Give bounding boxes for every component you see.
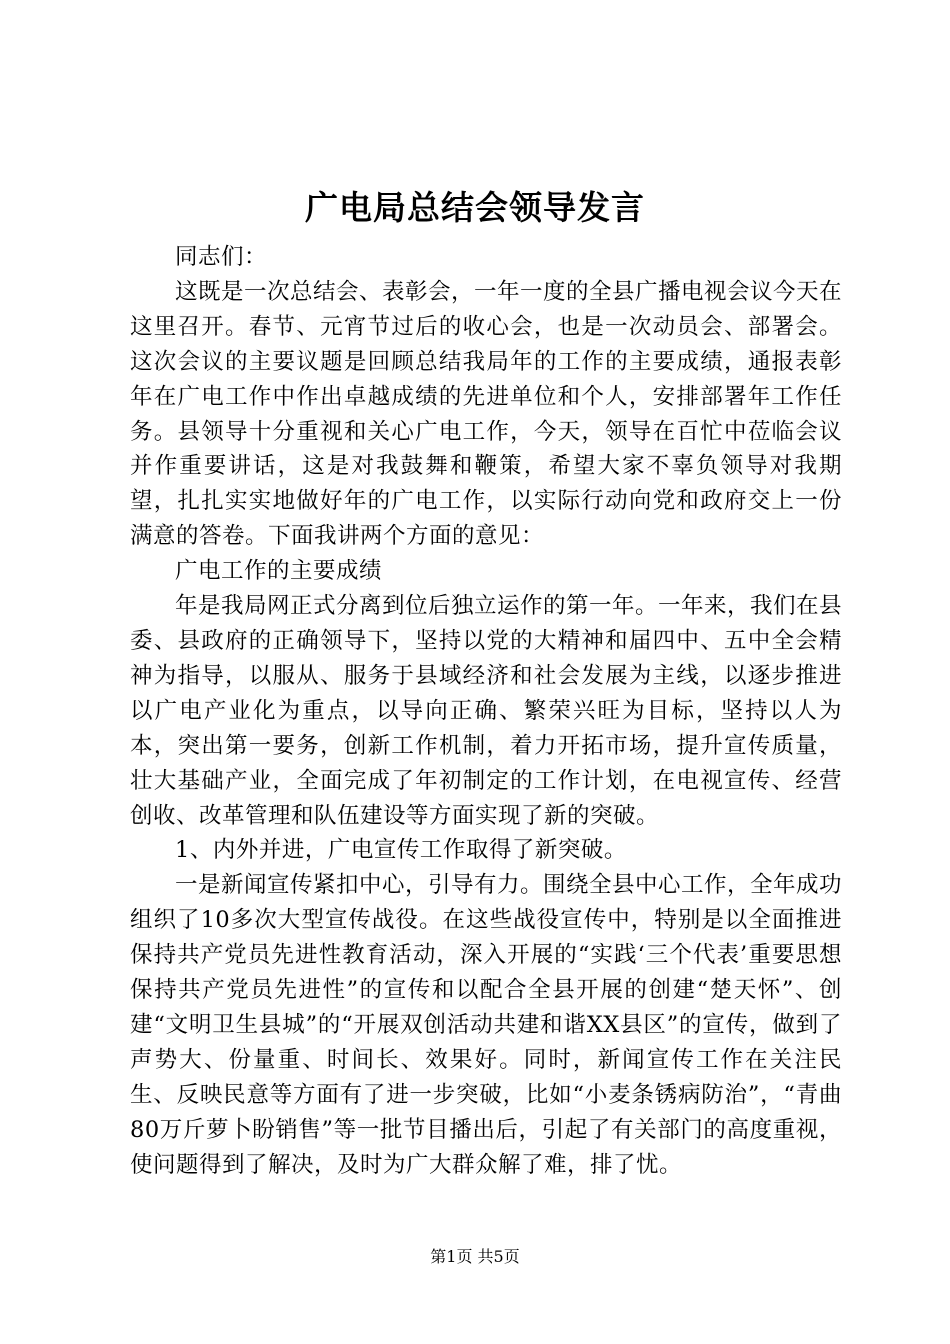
subsection-heading: 1、内外并进，广电宣传工作取得了新突破。 <box>175 837 627 864</box>
page-footer: 第1页 共5页 <box>430 1247 520 1266</box>
document-body <box>130 240 842 1182</box>
body-paragraph: 这既是一次总结会、表彰会，一年一度的全县广播电视会议今天在这里召开。春节、元宵节过后的收心会，也是一次动员会、部署会。这次会议的主要议题是回顾总结我局年的工作的主要成绩，通报表彰年在广电工作中作出卓越成绩的先进单位和个人，安排部署年工作任务。县领导十分重视和关心广电工作，今天，领导在百忙中莅临会议并作重要讲话，这是对我鼓舞和鞭策，希望大家不辜负领导对我期望，扎扎实实地做好年的广电工作，以实际行动向党和政府交上一份满意的答卷。下面我讲两个方面的意见： <box>130 278 843 550</box>
section-heading: 广电工作的主要成绩 <box>175 558 383 585</box>
body-paragraph: 一是新闻宣传紧扣中心，引导有力。围绕全县中心工作，全年成功组织了10多次大型宣传战役。在这些战役宣传中，特别是以全面推进保持共产党员先进性教育活动，深入开展的“实践‘三个代表’重要思想保持共产党员先进性”的宣传和以配合全县开展的创建“楚天怀”、创建“文明卫生县城”的“开展双创活动共建和谐XX县区”的宣传，做到了声势大、份量重、时间长、效果好。同时，新闻宣传工作在关注民生、反映民意等方面有了进一步突破，比如“小麦条锈病防治”，“青曲80万斤萝卜盼销售”等一批节目播出后，引起了有关部门的高度重视，使问题得到了解决，及时为广大群众解了难，排了忧。 <box>130 872 843 1178</box>
document-title: 广电局总结会领导发言 <box>305 188 645 227</box>
salutation-paragraph: 同志们： <box>175 244 268 270</box>
body-paragraph: 年是我局网正式分离到位后独立运作的第一年。一年来，我们在县委、县政府的正确领导下，坚持以党的大精神和届四中、五中全会精神为指导，以服从、服务于县域经济和社会发展为主线，以逐步推进以广电产业化为重点，以导向正确、繁荣兴旺为目标，坚持以人为本，突出第一要务，创新工作机制，着力开拓市场，提升宣传质量，壮大基础产业，全面完成了年初制定的工作计划，在电视宣传、经营创收、改革管理和队伍建设等方面实现了新的突破。 <box>130 593 843 829</box>
